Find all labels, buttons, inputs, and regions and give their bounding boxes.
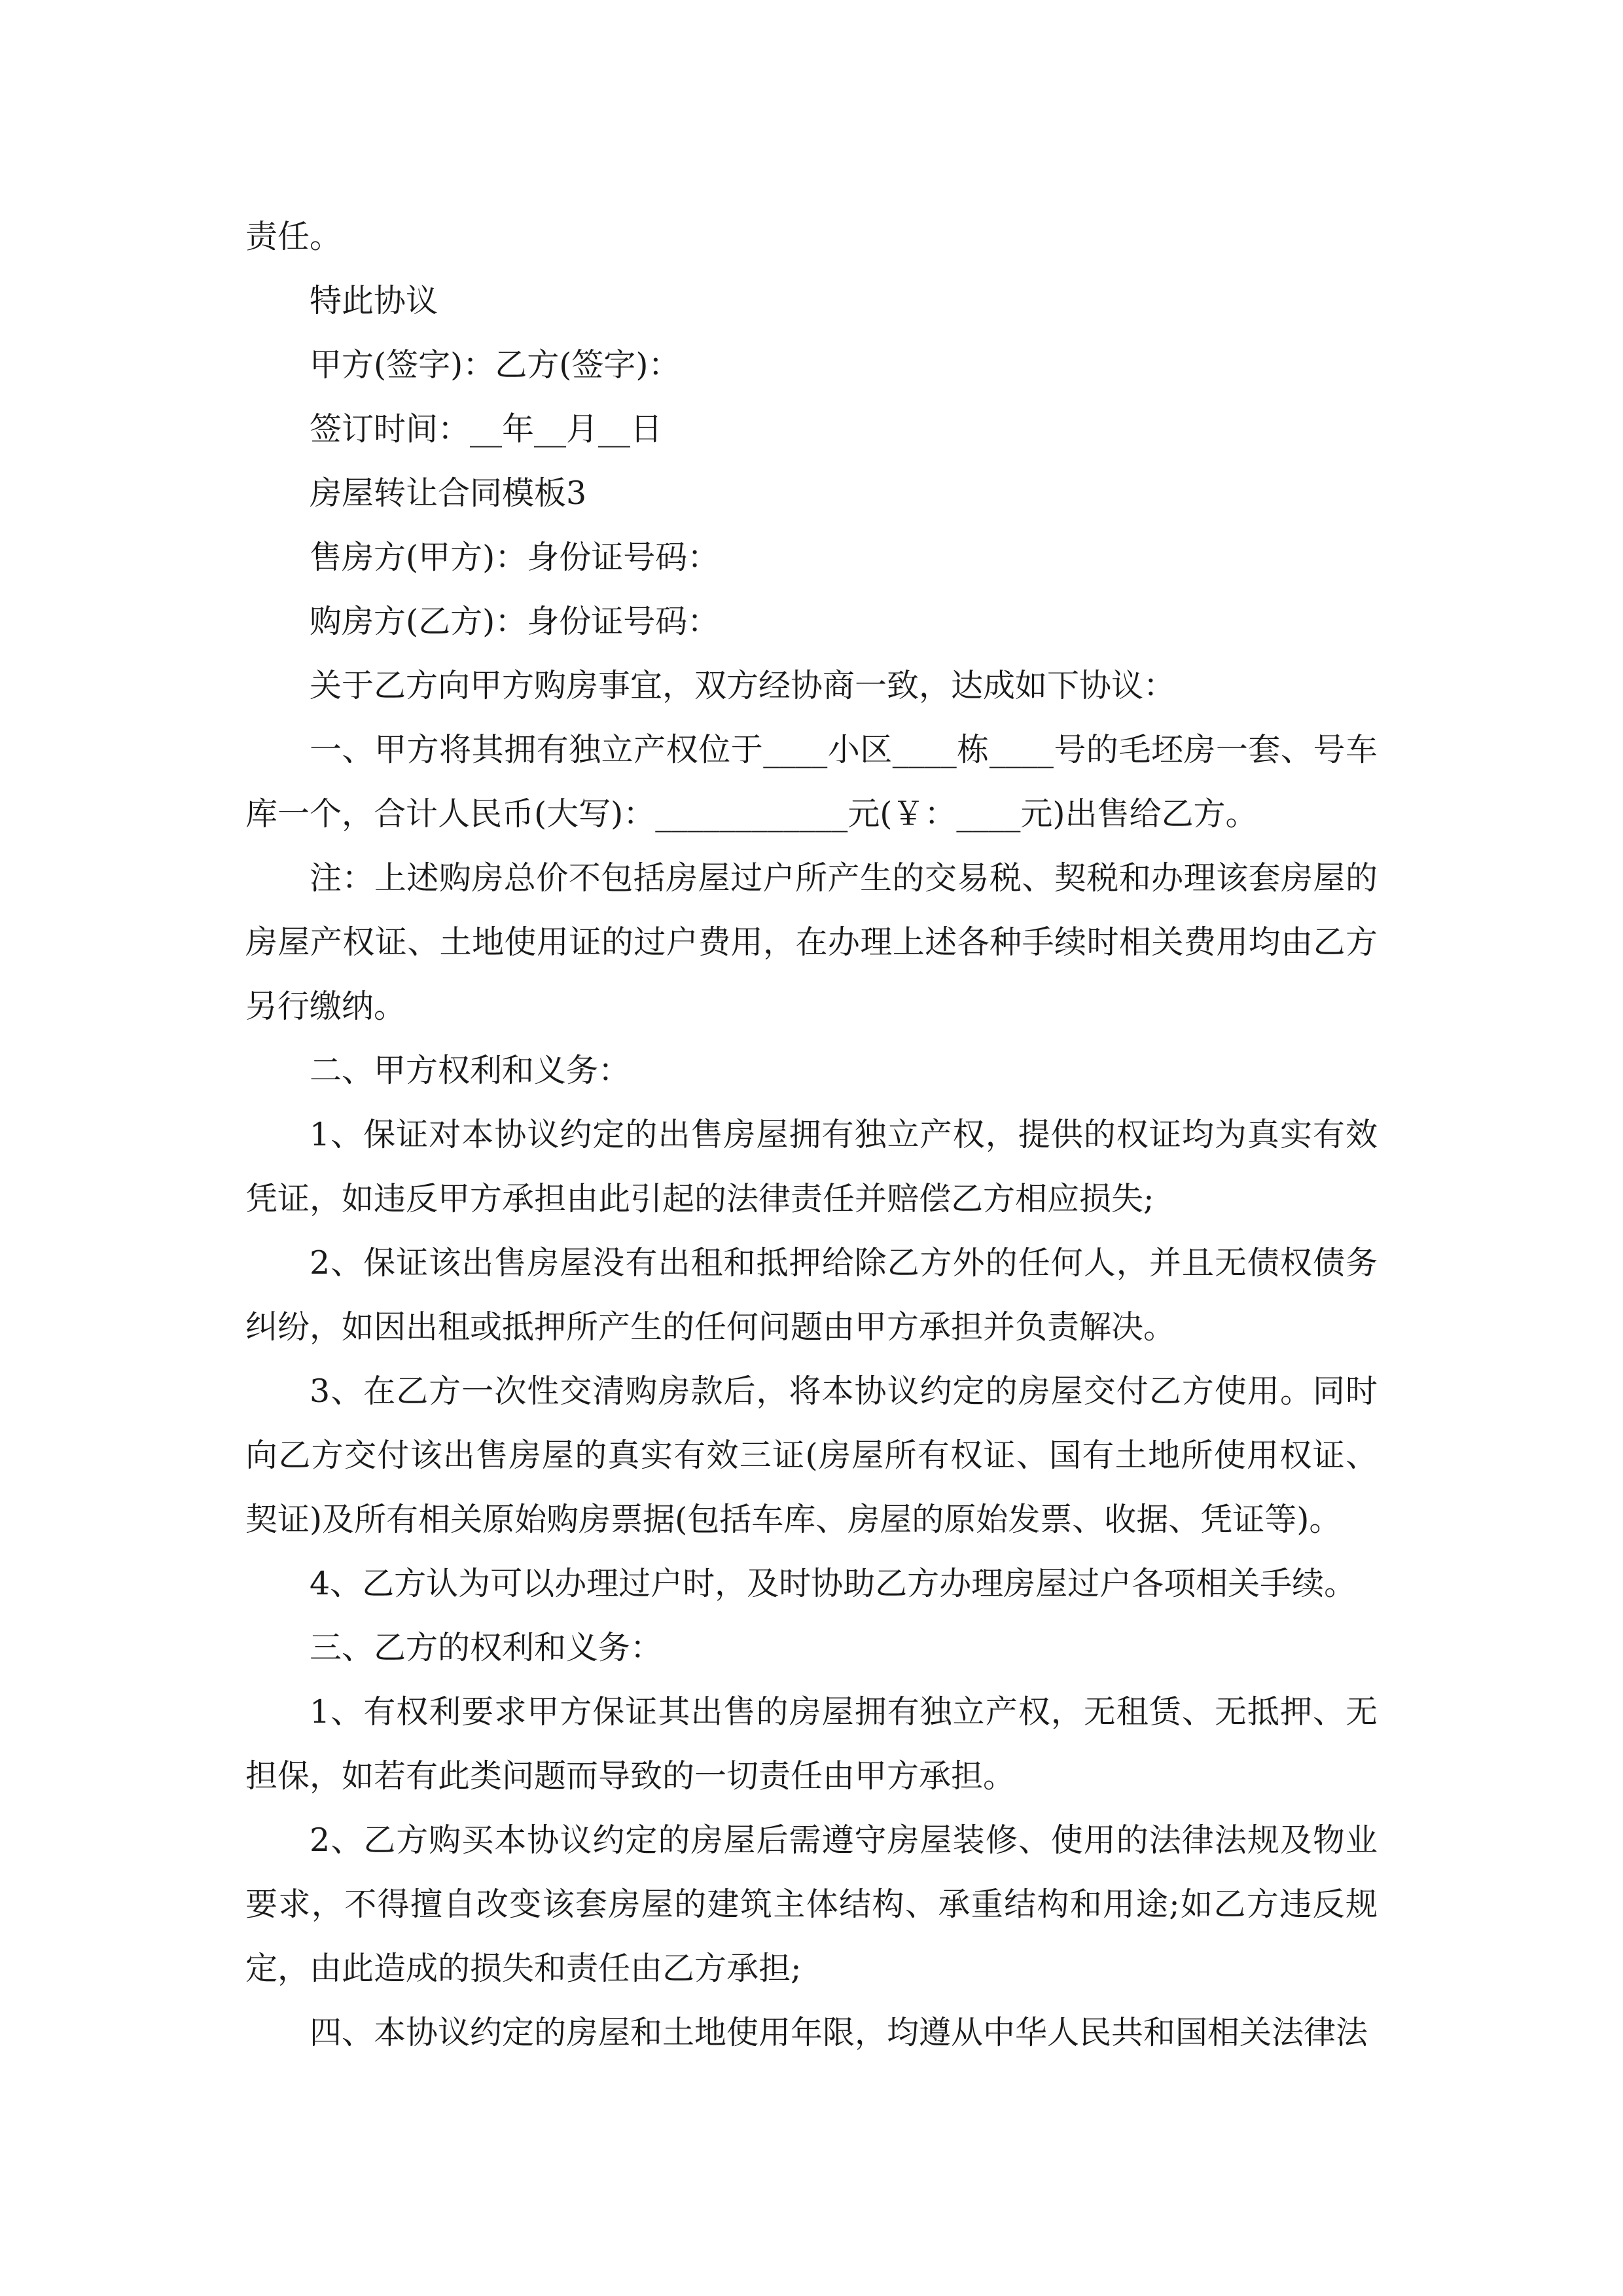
document-body <box>245 205 1378 2065</box>
clause-2-heading: 二、甲方权利和义务： <box>310 1052 631 1089</box>
clause-2-item-2: 2、保证该出售房屋没有出租和抵押给除乙方外的任何人，并且无债权债务纠纷，如因出租或抵押所产生的任何问题由甲方承担并负责解决。 <box>245 1244 1378 1346</box>
paragraph-preamble: 关于乙方向甲方购房事宜，双方经协商一致，达成如下协议： <box>310 667 1176 704</box>
section-title: 房屋转让合同模板3 <box>310 475 587 512</box>
paragraph-agreement-closing: 特此协议 <box>310 282 438 319</box>
paragraph-signatures: 甲方(签字)：乙方(签字)： <box>310 346 681 384</box>
clause-2-item-1: 1、保证对本协议约定的出售房屋拥有独立产权，提供的权证均为真实有效凭证，如违反甲方承担由此引起的法律责任并赔偿乙方相应损失; <box>245 1116 1378 1217</box>
clause-note: 注：上述购房总价不包括房屋过户所产生的交易税、契税和办理该套房屋的房屋产权证、土地使用证的过户费用，在办理上述各种手续时相关费用均由乙方另行缴纳。 <box>245 859 1378 1025</box>
paragraph-signing-date: 签订时间：__年__月__日 <box>310 410 663 448</box>
clause-3-item-1: 1、有权利要求甲方保证其出售的房屋拥有独立产权，无租赁、无抵押、无担保，如若有此类问题而导致的一切责任由甲方承担。 <box>245 1693 1378 1795</box>
clause-1: 一、甲方将其拥有独立产权位于____小区____栋____号的毛坯房一套、号车库一个，合计人民币(大写)：____________元(￥：____元)出售给乙方。 <box>245 731 1378 833</box>
clause-2-item-4: 4、乙方认为可以办理过户时，及时协助乙方办理房屋过户各项相关手续。 <box>310 1565 1357 1602</box>
paragraph-continuation: 责任。 <box>245 218 342 255</box>
clause-4: 四、本协议约定的房屋和土地使用年限，均遵从中华人民共和国相关法律法 <box>310 2014 1368 2051</box>
paragraph-buyer: 购房方(乙方)：身份证号码： <box>310 603 720 640</box>
clause-3-item-2: 2、乙方购买本协议约定的房屋后需遵守房屋装修、使用的法律法规及物业要求，不得擅自改变该套房屋的建筑主体结构、承重结构和用途;如乙方违反规定，由此造成的损失和责任由乙方承担; <box>245 1821 1378 1987</box>
clause-3-heading: 三、乙方的权利和义务： <box>310 1629 663 1666</box>
paragraph-seller: 售房方(甲方)：身份证号码： <box>310 539 720 576</box>
clause-2-item-3: 3、在乙方一次性交清购房款后，将本协议约定的房屋交付乙方使用。同时向乙方交付该出售房屋的真实有效三证(房屋所有权证、国有土地所使用权证、契证)及所有相关原始购房票据(包括车库、房屋的原始发票、收据、凭证等)。 <box>245 1372 1378 1538</box>
